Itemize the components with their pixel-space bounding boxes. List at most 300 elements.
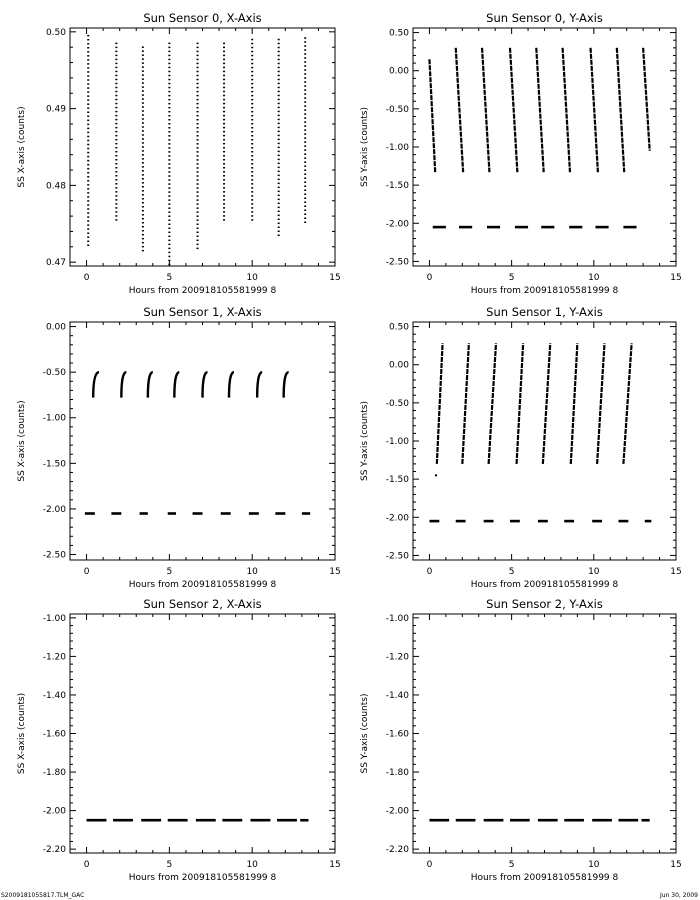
data-point: [115, 167, 117, 169]
x-tick-label: 15: [329, 860, 341, 870]
data-point: [304, 73, 306, 75]
data-point: [87, 200, 89, 202]
y-tick-label: -0.50: [385, 104, 409, 115]
data-point: [197, 232, 199, 234]
data-sweep: [543, 343, 550, 464]
data-point: [278, 235, 280, 237]
data-point: [115, 171, 117, 173]
y-tick-label: -1.40: [42, 690, 66, 701]
data-sweep: [456, 48, 463, 172]
data-point: [87, 216, 89, 218]
data-sweep: [437, 343, 443, 464]
data-point: [168, 244, 170, 246]
data-point: [251, 55, 253, 57]
data-point: [304, 189, 306, 191]
data-point: [197, 55, 199, 57]
data-point: [278, 99, 280, 101]
data-point: [251, 103, 253, 105]
data-point: [142, 234, 144, 236]
data-point: [142, 210, 144, 212]
data-point: [251, 191, 253, 193]
data-point: [223, 107, 225, 109]
data-arc: [284, 372, 289, 398]
data-point: [304, 181, 306, 183]
data-point: [168, 151, 170, 153]
data-point: [197, 139, 199, 141]
data-point: [197, 75, 199, 77]
data-point: [223, 67, 225, 69]
data-point: [168, 71, 170, 73]
data-point: [223, 115, 225, 117]
data-point: [142, 126, 144, 128]
data-point: [304, 69, 306, 71]
data-sweep: [462, 343, 469, 464]
data-point: [168, 219, 170, 221]
data-point: [168, 260, 170, 262]
x-tick-label: 10: [246, 567, 258, 577]
data-point: [142, 58, 144, 60]
data-point: [223, 163, 225, 165]
data-point: [197, 155, 199, 157]
data-point: [223, 131, 225, 133]
data-point: [168, 203, 170, 205]
data-point: [142, 46, 144, 48]
data-column: [223, 43, 225, 221]
data-point: [197, 135, 199, 137]
x-tick-label: 5: [166, 273, 173, 283]
data-point: [223, 143, 225, 145]
data-point: [87, 124, 89, 126]
data-point: [87, 63, 89, 65]
data-point: [251, 151, 253, 153]
data-point: [251, 163, 253, 165]
data-point: [87, 232, 89, 234]
data-point: [115, 215, 117, 217]
data-point: [115, 199, 117, 201]
x-tick-label: 0: [83, 567, 90, 577]
data-point: [223, 83, 225, 85]
data-point: [142, 106, 144, 108]
data-point: [251, 47, 253, 49]
data-point: [87, 212, 89, 214]
plot-panel: [17, 11, 341, 296]
data-point: [223, 103, 225, 105]
data-point: [251, 211, 253, 213]
data-point: [168, 224, 170, 226]
data-sweep: [510, 48, 517, 172]
data-point: [251, 83, 253, 85]
data-point: [87, 91, 89, 93]
data-point: [115, 111, 117, 113]
data-point: [251, 79, 253, 81]
x-tick-label: 10: [246, 860, 258, 870]
data-point: [87, 116, 89, 118]
data-point: [304, 173, 306, 175]
data-point: [168, 199, 170, 201]
data-point: [304, 105, 306, 107]
y-tick-label: -2.00: [385, 219, 409, 230]
data-point: [304, 89, 306, 91]
data-point: [168, 63, 170, 65]
data-point: [304, 209, 306, 211]
data-point: [87, 120, 89, 122]
data-point: [197, 244, 199, 246]
data-point: [197, 47, 199, 49]
data-point: [223, 127, 225, 128]
data-point: [168, 95, 170, 97]
data-point: [142, 122, 144, 124]
data-point: [278, 107, 280, 109]
data-point: [87, 196, 89, 198]
data-point: [278, 167, 280, 169]
x-tick-label: 5: [166, 860, 173, 870]
data-point: [87, 99, 89, 101]
data-point: [251, 95, 253, 97]
data-point: [251, 143, 253, 145]
y-tick-label: -2.50: [42, 550, 66, 561]
data-point: [87, 83, 89, 85]
data-point: [197, 219, 199, 221]
data-point: [115, 59, 117, 61]
data-point: [142, 246, 144, 248]
data-point: [142, 198, 144, 200]
data-sweep: [517, 343, 524, 464]
data-point: [87, 220, 89, 222]
data-arc: [203, 372, 208, 398]
data-point: [115, 83, 117, 85]
data-point: [251, 207, 253, 209]
data-point: [304, 169, 306, 171]
data-point: [168, 87, 170, 89]
data-point: [168, 179, 170, 181]
data-point: [168, 248, 170, 250]
data-point: [278, 47, 280, 49]
data-point: [304, 121, 306, 123]
data-point: [251, 155, 253, 157]
data-point: [304, 161, 306, 163]
data-point: [304, 201, 306, 203]
data-point: [223, 51, 225, 53]
data-point: [197, 67, 199, 69]
data-point: [304, 185, 306, 187]
data-point: [115, 183, 117, 185]
data-point: [223, 151, 225, 153]
x-tick-label: 5: [508, 567, 515, 577]
x-tick-label: 15: [670, 567, 682, 577]
data-point: [304, 157, 306, 159]
data-point: [168, 115, 170, 117]
data-point: [197, 59, 199, 61]
data-point: [115, 75, 117, 77]
data-point: [251, 67, 253, 69]
data-point: [142, 238, 144, 240]
data-point: [251, 131, 253, 133]
data-point: [142, 230, 144, 232]
data-point: [223, 71, 225, 73]
x-axis-label: Hours from 200918105581999 8: [470, 873, 619, 883]
data-point: [304, 165, 306, 167]
data-point: [87, 208, 89, 210]
data-point: [142, 66, 144, 68]
data-point: [223, 211, 225, 213]
data-point: [304, 141, 306, 143]
data-point: [278, 123, 280, 125]
data-point: [142, 70, 144, 72]
y-tick-label: -0.50: [42, 368, 66, 379]
y-tick-label: -1.50: [385, 181, 409, 192]
data-point: [251, 167, 253, 169]
data-point: [115, 159, 117, 161]
data-point: [87, 192, 89, 194]
data-point: [278, 147, 280, 149]
data-point: [115, 67, 117, 69]
data-point: [168, 135, 170, 137]
data-point: [87, 136, 89, 138]
data-point: [278, 227, 280, 229]
data-point: [278, 183, 280, 185]
data-point: [168, 171, 170, 173]
plot-panel: [360, 597, 682, 883]
data-point: [304, 49, 306, 51]
data-point: [87, 112, 89, 114]
data-point: [304, 193, 306, 195]
y-axis-label: SS X-axis (counts): [17, 106, 27, 188]
data-point: [87, 164, 89, 166]
data-point: [87, 128, 89, 130]
data-point: [87, 245, 89, 247]
data-point: [304, 77, 306, 79]
x-axis-label: Hours from 200918105581999 8: [128, 580, 277, 590]
data-point: [278, 51, 280, 53]
plot-frame: [413, 614, 676, 853]
data-point: [115, 191, 117, 193]
data-point: [87, 236, 89, 238]
data-point: [251, 203, 253, 205]
data-point: [87, 132, 89, 134]
data-point: [87, 59, 89, 61]
data-point: [197, 51, 199, 53]
data-point: [197, 79, 199, 81]
data-point: [251, 91, 253, 93]
data-point: [251, 171, 253, 173]
data-point: [115, 115, 117, 117]
data-point: [251, 87, 253, 89]
data-point: [223, 75, 225, 77]
y-tick-label: 0.50: [45, 27, 66, 38]
data-point: [223, 215, 225, 217]
data-point: [197, 248, 199, 250]
data-point: [278, 195, 280, 197]
data-point: [223, 207, 225, 209]
y-tick-label: -1.60: [42, 729, 66, 740]
data-point: [87, 67, 89, 69]
y-tick-label: -2.00: [385, 806, 409, 817]
data-point: [278, 131, 280, 133]
data-point: [115, 131, 117, 133]
data-point: [168, 147, 170, 149]
data-point: [278, 187, 280, 189]
data-point: [87, 39, 89, 41]
data-arc: [174, 372, 179, 398]
data-point: [168, 55, 170, 57]
data-point: [115, 55, 117, 57]
data-point: [223, 183, 225, 185]
data-point: [87, 224, 89, 226]
data-point: [115, 107, 117, 109]
data-point: [197, 147, 199, 149]
plot-frame: [70, 322, 335, 560]
data-point: [115, 147, 117, 149]
data-point: [168, 75, 170, 77]
data-point: [142, 214, 144, 216]
data-point: [168, 236, 170, 238]
data-column: [251, 39, 253, 221]
data-point: [251, 71, 253, 73]
data-point: [197, 131, 199, 133]
data-point: [197, 91, 199, 93]
data-point: [168, 99, 170, 101]
data-point: [197, 83, 199, 85]
data-point: [142, 98, 144, 100]
data-point: [278, 151, 280, 153]
data-point: [304, 145, 306, 147]
data-point: [142, 182, 144, 184]
data-point: [304, 221, 306, 223]
data-point: [168, 155, 170, 157]
data-point: [168, 211, 170, 213]
data-point: [304, 93, 306, 95]
data-point: [197, 95, 199, 97]
data-column: [87, 35, 89, 246]
data-point: [278, 67, 280, 69]
data-column: [197, 43, 199, 249]
data-point: [142, 146, 144, 148]
data-point: [168, 228, 170, 230]
y-tick-label: 0.48: [45, 181, 66, 192]
data-point: [168, 111, 170, 113]
data-point: [168, 252, 170, 254]
data-point: [223, 171, 225, 173]
data-point: [168, 127, 170, 129]
data-point: [168, 43, 170, 45]
data-point: [304, 61, 306, 63]
data-point: [304, 149, 306, 151]
x-tick-label: 10: [588, 273, 600, 283]
y-axis-label: SS X-axis (counts): [17, 400, 27, 482]
plot-panel: [17, 597, 341, 883]
data-point: [142, 86, 144, 88]
plot-frame: [70, 28, 335, 266]
data-point: [142, 178, 144, 180]
plot-panel: [360, 305, 682, 590]
data-point: [168, 159, 170, 161]
data-point: [251, 75, 253, 77]
data-point: [87, 35, 89, 37]
data-sweep: [429, 59, 435, 172]
data-point: [304, 213, 306, 215]
data-point: [197, 187, 199, 189]
plot-title: Sun Sensor 2, X-Axis: [143, 597, 262, 611]
data-point: [142, 74, 144, 76]
data-arc: [93, 372, 99, 398]
data-point: [251, 99, 253, 101]
data-column: [168, 43, 170, 266]
data-point: [223, 119, 225, 121]
data-point: [142, 142, 144, 144]
data-point: [251, 147, 253, 149]
y-tick-label: 0.00: [45, 322, 66, 333]
data-point: [197, 227, 199, 229]
y-tick-label: -1.00: [385, 437, 409, 447]
data-point: [87, 107, 89, 109]
data-point: [278, 203, 280, 205]
x-tick-label: 5: [508, 273, 515, 283]
y-tick-label: -1.80: [385, 768, 409, 779]
data-point: [223, 167, 225, 169]
data-point: [142, 158, 144, 160]
data-point: [197, 107, 199, 109]
data-point: [304, 85, 306, 87]
data-point: [87, 184, 89, 186]
y-tick-label: -1.00: [385, 613, 409, 624]
data-point: [197, 175, 199, 177]
data-column: [278, 39, 280, 236]
data-point: [142, 90, 144, 92]
x-tick-label: 15: [329, 567, 341, 577]
data-point: [87, 204, 89, 206]
data-sweep: [617, 48, 624, 172]
data-point: [251, 51, 253, 53]
x-tick-label: 0: [426, 567, 433, 577]
y-tick-label: -1.00: [42, 613, 66, 624]
data-point: [168, 79, 170, 81]
data-point: [197, 87, 199, 89]
data-point: [278, 87, 280, 89]
x-tick-label: 10: [588, 567, 600, 577]
data-point: [87, 75, 89, 77]
data-point: [168, 67, 170, 69]
y-tick-label: -1.00: [42, 413, 66, 424]
x-axis-label: Hours from 200918105581999 8: [128, 286, 277, 296]
data-point: [168, 143, 170, 145]
plot-title: Sun Sensor 1, X-Axis: [143, 305, 262, 319]
plot-title: Sun Sensor 1, Y-Axis: [486, 305, 603, 319]
data-point: [168, 91, 170, 93]
y-tick-label: -2.00: [42, 504, 66, 515]
data-point: [251, 39, 253, 41]
data-point: [304, 133, 306, 135]
data-point: [197, 171, 199, 173]
data-point: [278, 219, 280, 221]
data-point: [435, 474, 437, 476]
x-tick-label: 10: [588, 860, 600, 870]
data-point: [223, 219, 225, 221]
data-point: [87, 148, 89, 150]
data-point: [223, 63, 225, 65]
data-arc: [257, 372, 262, 398]
data-point: [223, 179, 225, 181]
data-point: [251, 215, 253, 217]
data-point: [304, 117, 306, 119]
data-point: [223, 191, 225, 193]
data-point: [115, 43, 117, 45]
data-point: [251, 183, 253, 185]
x-tick-label: 10: [246, 273, 258, 283]
data-point: [197, 111, 199, 113]
data-point: [223, 91, 225, 93]
data-point: [168, 167, 170, 169]
data-point: [168, 215, 170, 217]
